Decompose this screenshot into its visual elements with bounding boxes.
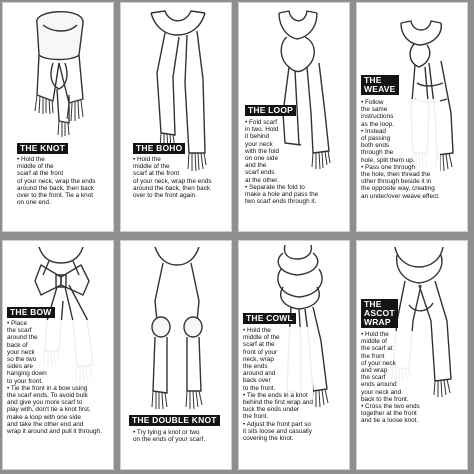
instruction-line: • Hold the (243, 327, 313, 334)
card-the-bow (2, 240, 114, 470)
instruction-line: the front. (243, 413, 313, 420)
instruction-line: and take the other end and (7, 421, 102, 428)
card-the-double-knot (120, 240, 232, 470)
instruction-line: • Hold the (17, 156, 45, 163)
instruction-line: two scarf ends through it. (245, 198, 317, 206)
instruction-line: and tie a loose knot. (361, 417, 419, 425)
instruction-line: middle of the (17, 163, 54, 171)
instruction-line: the hole, then thread the (361, 171, 440, 178)
instruction-line: • Fold scarf (245, 119, 278, 126)
instruction-line: an under/over weave effect. (361, 192, 440, 200)
instruction-line: scarf ends (245, 169, 275, 177)
instruction-line: the front (361, 353, 420, 360)
card-title: THE BOW (7, 307, 55, 318)
card-title: THE DOUBLE KNOT (129, 415, 220, 426)
title-line: ASCOT (364, 308, 395, 318)
card-the-boho (120, 2, 232, 232)
instruction-line: the opposite way, creating (361, 185, 440, 192)
instructions (133, 156, 212, 199)
instruction-line: around the back, then back (17, 184, 95, 192)
instruction-line: front of your (243, 349, 313, 356)
instruction-line: • Tie the front in a bow using (7, 385, 102, 392)
instruction-line: • Adjust the front part so (243, 421, 313, 428)
instruction-line: on one side (245, 155, 279, 163)
card-title: THE LOOP (245, 105, 296, 116)
instruction-line: • Cross the two ends (361, 403, 420, 411)
instruction-line: your neck (7, 349, 102, 356)
instruction-line: instructions (361, 113, 440, 120)
instruction-line: back over (243, 377, 313, 384)
instruction-line: together at the front (361, 410, 420, 417)
instruction-line: the scarf at (361, 345, 420, 352)
instruction-line: • Pass one through (361, 164, 440, 171)
instruction-line: in two. Hold (245, 126, 279, 134)
instruction-line: play with, don't tie a knot first, (7, 406, 102, 413)
instruction-line: sides are (7, 363, 102, 370)
instructions (17, 156, 96, 206)
card-title (361, 299, 398, 328)
card-title (361, 75, 399, 95)
instruction-line: the ends (243, 363, 313, 370)
instruction-line: at the other. (245, 176, 279, 184)
instruction-line: with the fold (245, 147, 280, 155)
instruction-line: hanging down (7, 370, 102, 377)
instruction-line: back to the front. (361, 396, 420, 403)
instruction-line: make a hole and pass the (245, 191, 319, 199)
instruction-line: middle of the (133, 163, 170, 171)
card-title: THE KNOT (17, 143, 68, 154)
instruction-line: scarf at the front (133, 170, 180, 178)
instructions (133, 429, 205, 443)
instruction-line: so the two (7, 356, 102, 363)
title-line: WEAVE (364, 84, 396, 94)
instruction-line: of your neck, wrap the ends (17, 177, 96, 185)
title-line: WRAP (364, 317, 391, 327)
instruction-line: middle of (361, 338, 420, 345)
card-the-loop (238, 2, 350, 232)
instructions (361, 331, 420, 425)
instruction-line: over to the front. Tie a knot (17, 192, 94, 200)
card-the-ascot-wrap (356, 240, 468, 470)
instruction-line: covering the knot. (243, 435, 313, 442)
instruction-line: around the (7, 334, 102, 341)
instruction-line: make a loop with one side (7, 414, 102, 421)
instruction-line: hole, split them up. (361, 157, 440, 164)
instruction-line: the scarf ends. To avoid bulk (7, 392, 102, 399)
instruction-line: scarf at the front (17, 170, 64, 178)
instruction-line: ends around (361, 381, 420, 388)
instruction-line: of your neck (361, 360, 420, 367)
instruction-line: neck, wrap (243, 356, 313, 363)
instruction-line: • Try tying a knot or two (133, 429, 200, 436)
instruction-line: over to the front again. (133, 192, 197, 200)
instruction-line: back of (7, 342, 102, 349)
instruction-line: • Separate the fold to (245, 183, 305, 191)
instruction-line: tuck the ends under (243, 406, 313, 413)
instruction-line: the same (361, 106, 440, 113)
instruction-line: middle of the (243, 334, 313, 341)
instruction-line: on one end. (17, 199, 51, 207)
instructions (243, 327, 313, 442)
instruction-line: of your neck, wrap the ends (133, 177, 212, 185)
instruction-line: scarf at the (243, 341, 313, 348)
instruction-line: and wrap (361, 367, 420, 374)
card-the-cowl (238, 240, 350, 470)
instruction-line: • Instead (361, 128, 440, 135)
instruction-line: behind the first wrap and (243, 399, 313, 407)
instruction-line: other through beside it in (361, 178, 440, 185)
instruction-line: on the ends of your scarf. (133, 436, 206, 444)
instruction-line: both ends (361, 142, 440, 149)
instruction-line: to your front. (7, 378, 102, 385)
instruction-line: • Tie the ends in a knot (243, 392, 313, 399)
instruction-line: as the loop. (361, 121, 440, 128)
instruction-line: around the back, then back (133, 184, 211, 192)
instructions (361, 99, 440, 200)
instruction-line: and give you more scarf to (7, 399, 102, 406)
instruction-line: • Place (7, 320, 102, 327)
instructions (7, 320, 102, 435)
instruction-line: of passing (361, 135, 440, 142)
instruction-line: • Hold the (133, 156, 161, 163)
instruction-line: • Follow (361, 99, 440, 106)
instruction-line: around and (243, 370, 313, 377)
title-line: THE (364, 299, 382, 309)
instruction-line: the scarf (7, 327, 102, 334)
instruction-line: through the (361, 149, 440, 156)
card-the-knot (2, 2, 114, 232)
instruction-line: to the front. (243, 385, 313, 392)
instruction-line: it sits loose and casually (243, 427, 312, 435)
instruction-line: it behind (245, 133, 270, 141)
instruction-line: your neck and (361, 389, 420, 396)
title-line: THE (364, 75, 382, 85)
instruction-line: and the (245, 162, 267, 170)
instruction-line: your neck (245, 140, 273, 148)
instruction-line: • Hold the (361, 331, 420, 338)
card-title: THE COWL (243, 313, 296, 324)
card-title: THE BOHO (133, 143, 185, 154)
instruction-line: wrap it around and pull it through. (7, 428, 102, 436)
instruction-line: the scarf (361, 374, 420, 381)
card-the-weave (356, 2, 468, 232)
instructions (245, 119, 318, 205)
